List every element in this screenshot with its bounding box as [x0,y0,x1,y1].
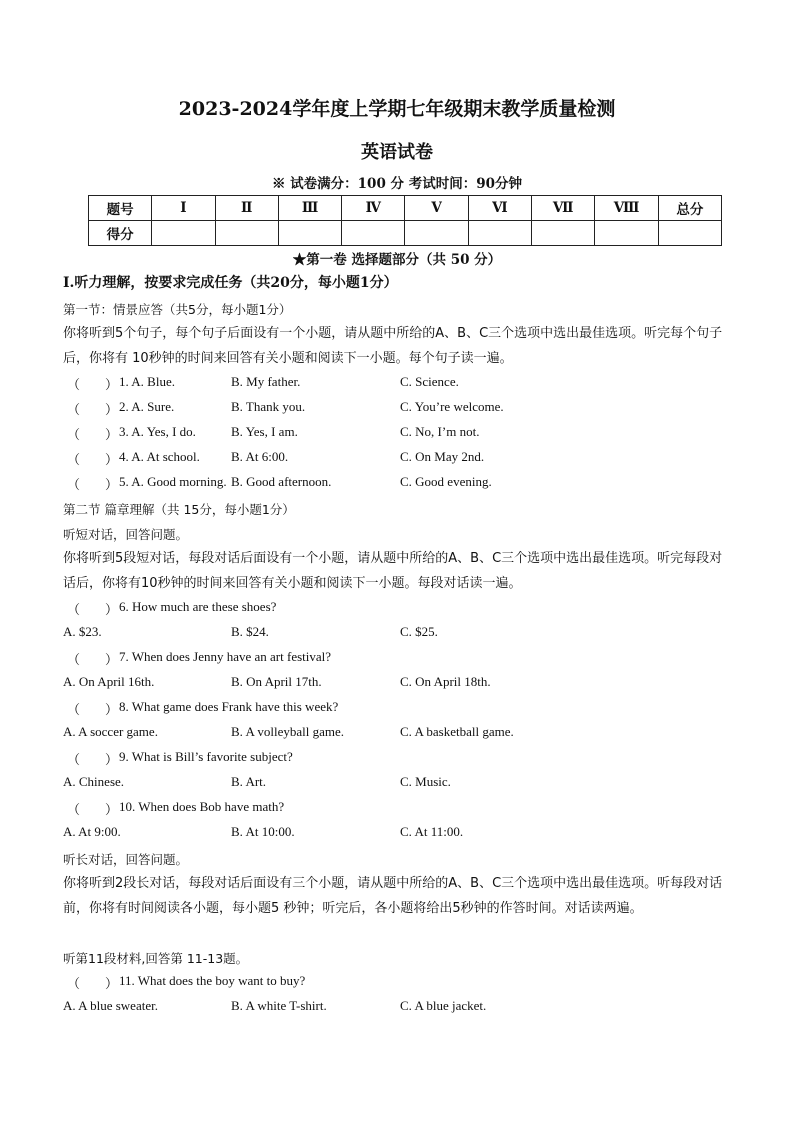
option-c: C. Music. [400,774,451,789]
score-input-cell[interactable] [405,221,468,246]
page-title: 2023-2024学年度上学期七年级期末教学质量检测 [178,98,616,120]
options-row [63,724,743,744]
answer-blank[interactable]: （ ） [67,602,119,617]
option-c: C. Good evening. [400,474,492,489]
question-row [63,374,743,394]
question-stem-row [63,749,743,769]
answer-blank[interactable]: （ ） [67,976,119,991]
option-b: B. Yes, I am. [231,424,298,439]
question-row [63,424,743,444]
question-stem: 9. What is Bill’s favorite subject? [119,749,293,764]
question-stem-row [63,649,743,669]
score-input-cell[interactable] [658,221,721,246]
answer-blank[interactable]: （ ） [67,802,119,817]
option-c: C. On April 18th. [400,674,491,689]
options-row [63,674,743,694]
question-stem: 7. When does Jenny have an art festival? [119,649,332,664]
answer-blank[interactable]: （ ） [67,427,119,442]
answer-blank[interactable]: （ ） [67,402,119,417]
option-c: C. On May 2nd. [400,449,485,464]
options-row [63,624,743,644]
question-stem-row [63,699,743,719]
score-table-score-row [89,221,722,246]
score-table-cell: Ⅰ [152,196,215,221]
subsection-heading: 听短对话，回答问题。 [63,527,189,542]
option-a: 3. A. Yes, I do. [119,424,196,439]
option-c: C. A basketball game. [400,724,514,739]
question-row [63,474,743,494]
answer-blank[interactable]: （ ） [67,752,119,767]
question-stem: 10. When does Bob have math? [119,799,285,814]
score-input-cell[interactable] [152,221,215,246]
score-table-cell: Ⅲ [278,196,341,221]
option-a: A. $23. [63,624,102,639]
question-stem: 6. How much are these shoes? [119,599,277,614]
question-stem-row [63,599,743,619]
answer-blank[interactable]: （ ） [67,702,119,717]
option-a: A. At 9:00. [63,824,121,839]
instructions: 你将听到5段短对话，每段对话后面设有一个小题，请从题中所给的A、B、C三个选项中选出最佳选项。听完每段对话后，你将有10秒钟的时间来回答有关小题和阅读下一小题。每段对话读一遍。 [63,551,723,591]
score-table-cell: 总分 [658,196,721,221]
option-a: 2. A. Sure. [119,399,175,414]
option-b: B. Thank you. [231,399,306,414]
option-a: A. A blue sweater. [63,998,158,1013]
score-input-cell[interactable] [215,221,278,246]
answer-blank[interactable]: （ ） [67,377,119,392]
question-stem: 8. What game does Frank have this week? [119,699,339,714]
option-b: B. At 6:00. [231,449,289,464]
score-table-cell: 题号 [89,196,152,221]
question-stem-row [63,799,743,819]
score-table-header-row [89,196,722,221]
score-table-cell: 得分 [89,221,152,246]
question-stem-row [63,973,743,993]
question-row [63,399,743,419]
option-c: C. Science. [400,374,459,389]
score-table-cell: Ⅶ [532,196,595,221]
score-input-cell[interactable] [342,221,405,246]
option-b: B. On April 17th. [231,674,322,689]
option-b: B. Good afternoon. [231,474,332,489]
answer-blank[interactable]: （ ） [67,477,119,492]
score-table-cell: Ⅵ [468,196,531,221]
option-b: B. At 10:00. [231,824,295,839]
options-row [63,824,743,844]
score-input-cell[interactable] [278,221,341,246]
score-table-cell: Ⅷ [595,196,658,221]
option-c: C. At 11:00. [400,824,464,839]
score-table [88,195,722,246]
option-c: C. No, I’m not. [400,424,480,439]
options-row [63,998,743,1018]
page-subtitle: 英语试卷 [361,142,433,163]
score-table-cell: Ⅴ [405,196,468,221]
score-input-cell[interactable] [595,221,658,246]
section-heading: Ⅰ.听力理解，按要求完成任务（共20分，每小题1分） [63,275,398,291]
option-b: B. $24. [231,624,269,639]
subsection-title: 第二节 篇章理解（共 15分，每小题1分） [63,502,295,517]
option-a: 4. A. At school. [119,449,200,464]
option-b: B. My father. [231,374,301,389]
score-table-cell: Ⅱ [215,196,278,221]
instructions: 你将听到2段长对话，每段对话后面设有三个小题，请从题中所给的A、B、C三个选项中选出最佳选项。听每段对话前，你将有时间阅读各小题，每小题5 秒钟；听完后，各小题将给出5秒钟的作答时间。对话读两遍。 [63,876,723,916]
score-input-cell[interactable] [468,221,531,246]
score-table-cell: Ⅳ [342,196,405,221]
score-input-cell[interactable] [532,221,595,246]
answer-blank[interactable]: （ ） [67,452,119,467]
option-b: B. A white T-shirt. [231,998,327,1013]
exam-info: ※ 试卷满分：100 分 考试时间：90分钟 [271,176,523,192]
part-heading: ★第一卷 选择题部分（共 50 分） [292,252,502,268]
option-c: C. You’re welcome. [400,399,504,414]
option-a: 1. A. Blue. [119,374,175,389]
question-row [63,449,743,469]
subsection-title: 第一节：情景应答（共5分，每小题1分） [63,302,292,317]
option-b: B. A volleyball game. [231,724,345,739]
options-row [63,774,743,794]
option-a: A. Chinese. [63,774,125,789]
option-c: C. A blue jacket. [400,998,487,1013]
option-b: B. Art. [231,774,267,789]
option-c: C. $25. [400,624,438,639]
option-a: A. A soccer game. [63,724,158,739]
instructions: 你将听到5个句子，每个句子后面设有一个小题，请从题中所给的A、B、C三个选项中选出最佳选项。听完每个句子后，你将有 10秒钟的时间来回答有关小题和阅读下一小题。每个句子读一遍。 [63,326,723,366]
option-a: A. On April 16th. [63,674,155,689]
subsection-heading: 听长对话，回答问题。 [63,852,189,867]
answer-blank[interactable]: （ ） [67,652,119,667]
material-note: 听第11段材料,回答第 11-13题。 [63,951,249,966]
option-a: 5. A. Good morning. [119,474,227,489]
question-stem: 11. What does the boy want to buy? [119,973,306,988]
